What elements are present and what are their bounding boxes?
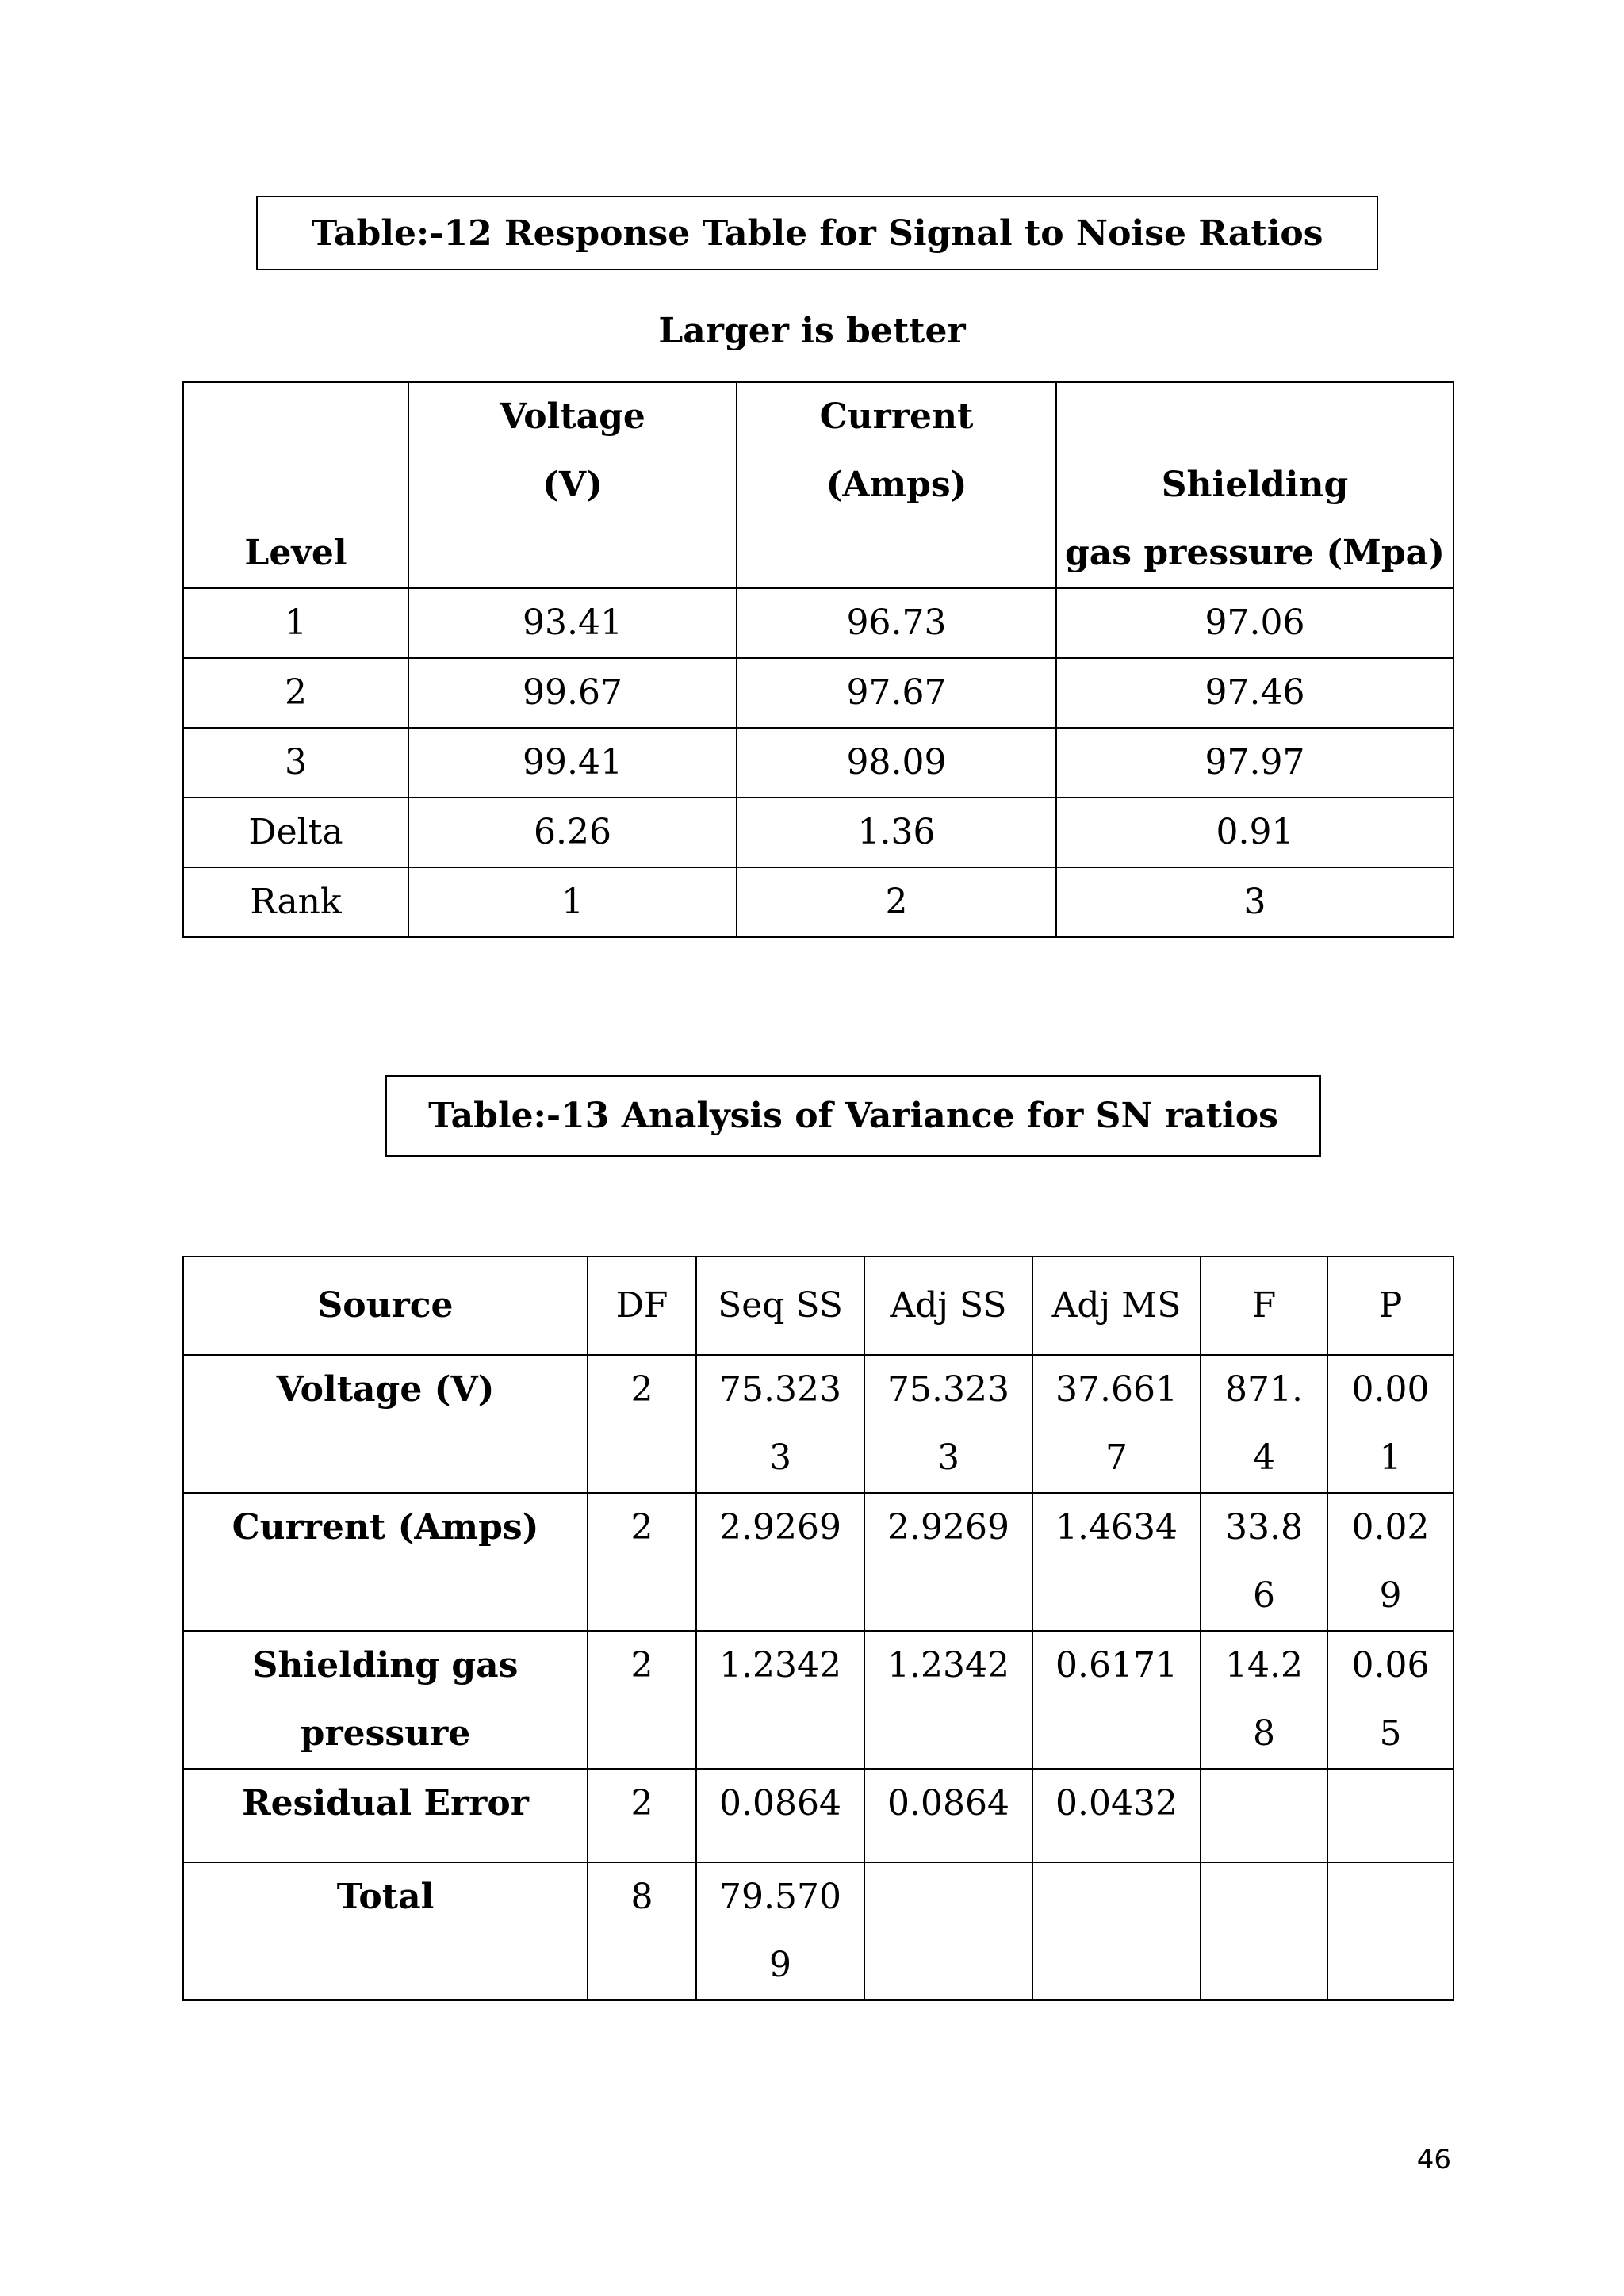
table-row: [183, 1631, 1454, 1769]
table-cell: Rank: [183, 867, 408, 937]
table-cell: 6.26: [408, 798, 737, 867]
table-cell: 2: [183, 658, 408, 728]
adj-ss-cell: 75.323 3: [864, 1355, 1032, 1493]
header-p: P: [1327, 1257, 1454, 1355]
header-level: Level: [183, 382, 408, 588]
source-cell: Total: [183, 1862, 588, 2000]
table-cell: 3: [183, 728, 408, 798]
header-seq-ss: Seq SS: [696, 1257, 864, 1355]
table-row: [183, 1493, 1454, 1631]
table-12-subtitle: Larger is better: [658, 311, 966, 351]
seq-ss-cell: 2.9269: [696, 1493, 864, 1631]
df-cell: 2: [588, 1355, 696, 1493]
table-cell: 99.67: [408, 658, 737, 728]
adj-ss-cell: 0.0864: [864, 1769, 1032, 1862]
table-cell: 97.46: [1056, 658, 1454, 728]
f-cell: 33.8 6: [1201, 1493, 1327, 1631]
table-row: [183, 867, 1454, 937]
f-cell: 14.2 8: [1201, 1631, 1327, 1769]
seq-ss-cell: 75.323 3: [696, 1355, 864, 1493]
table-cell: 3: [1056, 867, 1454, 937]
source-cell: Shielding gas pressure: [183, 1631, 588, 1769]
df-cell: 2: [588, 1631, 696, 1769]
adj-ms-cell: 0.6171: [1032, 1631, 1201, 1769]
header-df: DF: [588, 1257, 696, 1355]
table-cell: 93.41: [408, 588, 737, 658]
adj-ms-cell: 0.0432: [1032, 1769, 1201, 1862]
table-12-caption: Table:-12 Response Table for Signal to Noise Ratios: [256, 196, 1378, 270]
table-cell: 97.67: [737, 658, 1056, 728]
adj-ss-cell: 2.9269: [864, 1493, 1032, 1631]
table-row: [183, 1769, 1454, 1862]
seq-ss-cell: 0.0864: [696, 1769, 864, 1862]
source-cell: Voltage (V): [183, 1355, 588, 1493]
table-cell: 2: [737, 867, 1056, 937]
header-adj-ms: Adj MS: [1032, 1257, 1201, 1355]
header-current: Current (Amps): [737, 382, 1056, 588]
table-cell: 0.91: [1056, 798, 1454, 867]
table-row: [183, 588, 1454, 658]
table-row: [183, 658, 1454, 728]
df-cell: 2: [588, 1769, 696, 1862]
adj-ss-cell: [864, 1862, 1032, 2000]
adj-ss-cell: 1.2342: [864, 1631, 1032, 1769]
f-cell: [1201, 1862, 1327, 2000]
seq-ss-cell: 1.2342: [696, 1631, 864, 1769]
p-cell: 0.02 9: [1327, 1493, 1454, 1631]
table-cell: 97.06: [1056, 588, 1454, 658]
p-cell: 0.00 1: [1327, 1355, 1454, 1493]
p-cell: 0.06 5: [1327, 1631, 1454, 1769]
table-cell: 1.36: [737, 798, 1056, 867]
header-adj-ss: Adj SS: [864, 1257, 1032, 1355]
source-cell: Residual Error: [183, 1769, 588, 1862]
table-cell: 1: [183, 588, 408, 658]
df-cell: 2: [588, 1493, 696, 1631]
table-cell: 98.09: [737, 728, 1056, 798]
table-13-caption: Table:-13 Analysis of Variance for SN ratios: [385, 1075, 1321, 1157]
header-voltage: Voltage (V): [408, 382, 737, 588]
table-header-row: [183, 382, 1454, 588]
table-row: [183, 798, 1454, 867]
anova-table: [182, 1256, 1454, 2001]
adj-ms-cell: 1.4634: [1032, 1493, 1201, 1631]
table-row: [183, 1355, 1454, 1493]
table-cell: Delta: [183, 798, 408, 867]
f-cell: [1201, 1769, 1327, 1862]
header-shielding-gas-pressure: Shielding gas pressure (Mpa): [1056, 382, 1454, 588]
table-header-row: [183, 1257, 1454, 1355]
seq-ss-cell: 79.570 9: [696, 1862, 864, 2000]
table-cell: 1: [408, 867, 737, 937]
page-number: 46: [1416, 2144, 1451, 2175]
p-cell: [1327, 1769, 1454, 1862]
table-cell: 99.41: [408, 728, 737, 798]
adj-ms-cell: 37.661 7: [1032, 1355, 1201, 1493]
table-cell: 96.73: [737, 588, 1056, 658]
header-source: Source: [183, 1257, 588, 1355]
table-row: [183, 728, 1454, 798]
table-cell: 97.97: [1056, 728, 1454, 798]
adj-ms-cell: [1032, 1862, 1201, 2000]
p-cell: [1327, 1862, 1454, 2000]
table-row: [183, 1862, 1454, 2000]
header-f: F: [1201, 1257, 1327, 1355]
df-cell: 8: [588, 1862, 696, 2000]
f-cell: 871. 4: [1201, 1355, 1327, 1493]
response-table: [182, 381, 1454, 938]
source-cell: Current (Amps): [183, 1493, 588, 1631]
